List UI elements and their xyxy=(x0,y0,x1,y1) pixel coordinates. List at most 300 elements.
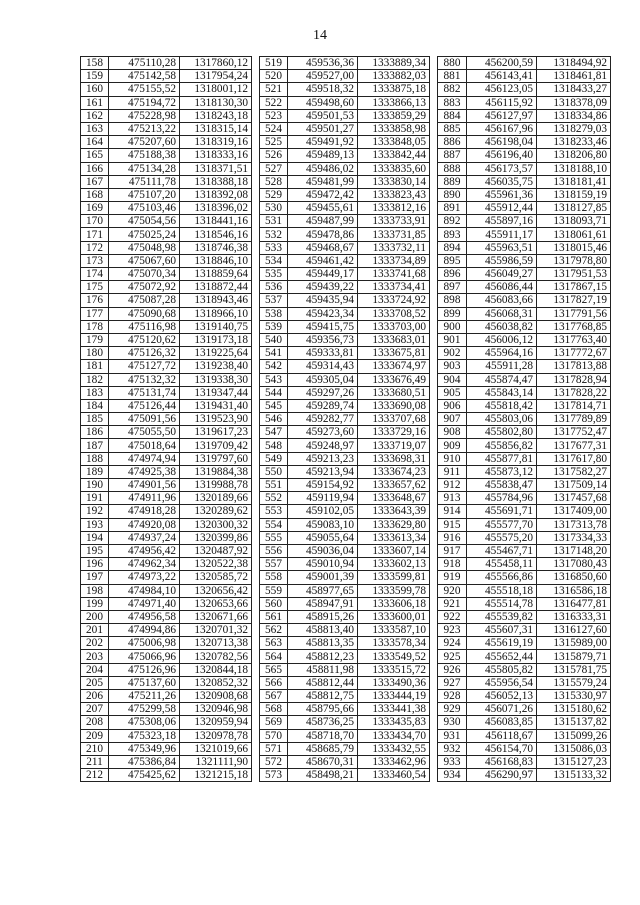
x-coordinate-cell: 475054,56 xyxy=(109,215,180,228)
point-number-cell: 920 xyxy=(438,584,467,597)
point-number-cell: 185 xyxy=(81,413,109,426)
y-coordinate-cell: 1333848,05 xyxy=(358,136,430,149)
x-coordinate-cell: 459333,81 xyxy=(288,347,358,360)
x-coordinate-cell: 459423,34 xyxy=(288,307,358,320)
y-coordinate-cell: 1320671,66 xyxy=(180,610,252,623)
table-row xyxy=(81,505,252,518)
point-number-cell: 928 xyxy=(438,690,467,703)
y-coordinate-cell: 1318061,61 xyxy=(537,228,611,241)
y-coordinate-cell: 1320852,32 xyxy=(180,676,252,689)
x-coordinate-cell: 456083,66 xyxy=(467,294,537,307)
point-number-cell: 556 xyxy=(260,544,288,557)
x-coordinate-cell: 475323,18 xyxy=(109,729,180,742)
point-number-cell: 179 xyxy=(81,333,109,346)
y-coordinate-cell: 1320487,92 xyxy=(180,544,252,557)
table-row xyxy=(81,188,252,201)
y-coordinate-cell: 1333490,36 xyxy=(358,676,430,689)
table-row xyxy=(438,610,611,623)
table-row xyxy=(438,268,611,281)
y-coordinate-cell: 1333741,68 xyxy=(358,268,430,281)
x-coordinate-cell: 475299,58 xyxy=(109,703,180,716)
table-row xyxy=(81,399,252,412)
x-coordinate-cell: 459489,13 xyxy=(288,149,358,162)
table-row xyxy=(81,650,252,663)
y-coordinate-cell: 1317867,15 xyxy=(537,281,611,294)
point-number-cell: 191 xyxy=(81,492,109,505)
table-row xyxy=(438,637,611,650)
x-coordinate-cell: 475025,24 xyxy=(109,228,180,241)
x-coordinate-cell: 459455,61 xyxy=(288,202,358,215)
point-number-cell: 181 xyxy=(81,360,109,373)
x-coordinate-cell: 456071,26 xyxy=(467,703,537,716)
y-coordinate-cell: 1317752,47 xyxy=(537,426,611,439)
coordinates-table-1 xyxy=(80,56,252,782)
table-row xyxy=(260,399,430,412)
y-coordinate-cell: 1333731,85 xyxy=(358,228,430,241)
x-coordinate-cell: 458813,40 xyxy=(288,624,358,637)
table-row xyxy=(438,531,611,544)
y-coordinate-cell: 1320189,66 xyxy=(180,492,252,505)
table-row xyxy=(438,57,611,70)
table-row xyxy=(260,729,430,742)
table-row xyxy=(438,347,611,360)
y-coordinate-cell: 1318966,10 xyxy=(180,307,252,320)
point-number-cell: 192 xyxy=(81,505,109,518)
x-coordinate-cell: 456196,40 xyxy=(467,149,537,162)
point-number-cell: 166 xyxy=(81,162,109,175)
x-coordinate-cell: 459213,94 xyxy=(288,465,358,478)
point-number-cell: 917 xyxy=(438,544,467,557)
y-coordinate-cell: 1317814,71 xyxy=(537,399,611,412)
point-number-cell: 189 xyxy=(81,465,109,478)
y-coordinate-cell: 1317409,00 xyxy=(537,505,611,518)
point-number-cell: 889 xyxy=(438,175,467,188)
table-row xyxy=(81,624,252,637)
point-number-cell: 907 xyxy=(438,413,467,426)
x-coordinate-cell: 459154,92 xyxy=(288,479,358,492)
y-coordinate-cell: 1318846,10 xyxy=(180,254,252,267)
y-coordinate-cell: 1317148,20 xyxy=(537,544,611,557)
table-row xyxy=(438,399,611,412)
table-row xyxy=(81,663,252,676)
point-number-cell: 212 xyxy=(81,769,109,782)
table-row xyxy=(438,96,611,109)
point-number-cell: 901 xyxy=(438,333,467,346)
y-coordinate-cell: 1316477,81 xyxy=(537,597,611,610)
x-coordinate-cell: 459083,10 xyxy=(288,518,358,531)
table-row xyxy=(260,70,430,83)
table-row xyxy=(438,492,611,505)
table-row xyxy=(260,83,430,96)
table-row xyxy=(438,307,611,320)
y-coordinate-cell: 1320585,72 xyxy=(180,571,252,584)
y-coordinate-cell: 1319225,64 xyxy=(180,347,252,360)
x-coordinate-cell: 475120,62 xyxy=(109,333,180,346)
point-number-cell: 165 xyxy=(81,149,109,162)
y-coordinate-cell: 1316127,60 xyxy=(537,624,611,637)
table-row xyxy=(260,413,430,426)
table-row xyxy=(438,544,611,557)
x-coordinate-cell: 459439,22 xyxy=(288,281,358,294)
point-number-cell: 194 xyxy=(81,531,109,544)
table-row xyxy=(260,175,430,188)
table-row xyxy=(81,413,252,426)
y-coordinate-cell: 1333835,60 xyxy=(358,162,430,175)
x-coordinate-cell: 455467,71 xyxy=(467,544,537,557)
point-number-cell: 523 xyxy=(260,109,288,122)
point-number-cell: 902 xyxy=(438,347,467,360)
x-coordinate-cell: 459036,04 xyxy=(288,544,358,557)
y-coordinate-cell: 1321019,66 xyxy=(180,742,252,755)
x-coordinate-cell: 459491,92 xyxy=(288,136,358,149)
y-coordinate-cell: 1319617,23 xyxy=(180,426,252,439)
y-coordinate-cell: 1320656,42 xyxy=(180,584,252,597)
table-row xyxy=(438,505,611,518)
y-coordinate-cell: 1319238,40 xyxy=(180,360,252,373)
point-number-cell: 894 xyxy=(438,241,467,254)
point-number-cell: 205 xyxy=(81,676,109,689)
x-coordinate-cell: 458498,21 xyxy=(288,769,358,782)
table-row xyxy=(81,320,252,333)
y-coordinate-cell: 1333859,29 xyxy=(358,109,430,122)
point-number-cell: 196 xyxy=(81,558,109,571)
x-coordinate-cell: 459356,73 xyxy=(288,333,358,346)
y-coordinate-cell: 1317772,67 xyxy=(537,347,611,360)
point-number-cell: 930 xyxy=(438,716,467,729)
point-number-cell: 202 xyxy=(81,637,109,650)
y-coordinate-cell: 1318243,18 xyxy=(180,109,252,122)
point-number-cell: 910 xyxy=(438,452,467,465)
y-coordinate-cell: 1317827,19 xyxy=(537,294,611,307)
point-number-cell: 927 xyxy=(438,676,467,689)
table-row xyxy=(438,294,611,307)
table-row xyxy=(81,544,252,557)
table-row xyxy=(260,426,430,439)
table-row xyxy=(260,465,430,478)
y-coordinate-cell: 1318315,14 xyxy=(180,122,252,135)
table-row xyxy=(438,558,611,571)
point-number-cell: 195 xyxy=(81,544,109,557)
point-number-cell: 919 xyxy=(438,571,467,584)
y-coordinate-cell: 1318130,30 xyxy=(180,96,252,109)
point-number-cell: 188 xyxy=(81,452,109,465)
point-number-cell: 886 xyxy=(438,136,467,149)
table-row xyxy=(81,716,252,729)
point-number-cell: 897 xyxy=(438,281,467,294)
point-number-cell: 535 xyxy=(260,268,288,281)
table-row xyxy=(260,479,430,492)
y-coordinate-cell: 1315579,24 xyxy=(537,676,611,689)
table-row xyxy=(438,333,611,346)
y-coordinate-cell: 1321215,18 xyxy=(180,769,252,782)
point-number-cell: 921 xyxy=(438,597,467,610)
y-coordinate-cell: 1320978,78 xyxy=(180,729,252,742)
point-number-cell: 900 xyxy=(438,320,467,333)
table-row xyxy=(81,492,252,505)
table-row xyxy=(81,149,252,162)
y-coordinate-cell: 1333812,16 xyxy=(358,202,430,215)
x-coordinate-cell: 459472,42 xyxy=(288,188,358,201)
point-number-cell: 896 xyxy=(438,268,467,281)
point-number-cell: 204 xyxy=(81,663,109,676)
x-coordinate-cell: 459289,74 xyxy=(288,399,358,412)
point-number-cell: 158 xyxy=(81,57,109,70)
table-row xyxy=(438,162,611,175)
x-coordinate-cell: 455607,31 xyxy=(467,624,537,637)
x-coordinate-cell: 455803,06 xyxy=(467,413,537,426)
point-number-cell: 884 xyxy=(438,109,467,122)
point-number-cell: 563 xyxy=(260,637,288,650)
table-row xyxy=(438,386,611,399)
point-number-cell: 895 xyxy=(438,254,467,267)
y-coordinate-cell: 1315879,71 xyxy=(537,650,611,663)
point-number-cell: 934 xyxy=(438,769,467,782)
y-coordinate-cell: 1333602,13 xyxy=(358,558,430,571)
point-number-cell: 568 xyxy=(260,703,288,716)
y-coordinate-cell: 1317313,78 xyxy=(537,518,611,531)
point-number-cell: 929 xyxy=(438,703,467,716)
point-number-cell: 885 xyxy=(438,122,467,135)
y-coordinate-cell: 1317828,22 xyxy=(537,386,611,399)
table-row xyxy=(81,452,252,465)
x-coordinate-cell: 456118,67 xyxy=(467,729,537,742)
point-number-cell: 926 xyxy=(438,663,467,676)
table-row xyxy=(260,188,430,201)
point-number-cell: 553 xyxy=(260,505,288,518)
x-coordinate-cell: 475132,32 xyxy=(109,373,180,386)
table-row xyxy=(438,149,611,162)
table-row xyxy=(81,386,252,399)
y-coordinate-cell: 1318859,64 xyxy=(180,268,252,281)
point-number-cell: 557 xyxy=(260,558,288,571)
table-row xyxy=(81,241,252,254)
y-coordinate-cell: 1333676,49 xyxy=(358,373,430,386)
x-coordinate-cell: 475048,98 xyxy=(109,241,180,254)
x-coordinate-cell: 474971,40 xyxy=(109,597,180,610)
point-number-cell: 913 xyxy=(438,492,467,505)
point-number-cell: 201 xyxy=(81,624,109,637)
x-coordinate-cell: 475188,38 xyxy=(109,149,180,162)
x-coordinate-cell: 455874,47 xyxy=(467,373,537,386)
point-number-cell: 882 xyxy=(438,83,467,96)
point-number-cell: 190 xyxy=(81,479,109,492)
point-number-cell: 175 xyxy=(81,281,109,294)
table-row xyxy=(260,57,430,70)
point-number-cell: 524 xyxy=(260,122,288,135)
y-coordinate-cell: 1317509,14 xyxy=(537,479,611,492)
table-row xyxy=(260,769,430,782)
point-number-cell: 168 xyxy=(81,188,109,201)
table-row xyxy=(81,215,252,228)
table-row xyxy=(438,254,611,267)
table-row xyxy=(81,637,252,650)
table-row xyxy=(81,531,252,544)
y-coordinate-cell: 1317791,56 xyxy=(537,307,611,320)
x-coordinate-cell: 475155,52 xyxy=(109,83,180,96)
x-coordinate-cell: 455458,11 xyxy=(467,558,537,571)
point-number-cell: 922 xyxy=(438,610,467,623)
y-coordinate-cell: 1317457,68 xyxy=(537,492,611,505)
x-coordinate-cell: 455856,82 xyxy=(467,439,537,452)
x-coordinate-cell: 455897,16 xyxy=(467,215,537,228)
point-number-cell: 559 xyxy=(260,584,288,597)
point-number-cell: 558 xyxy=(260,571,288,584)
y-coordinate-cell: 1333549,52 xyxy=(358,650,430,663)
x-coordinate-cell: 456167,96 xyxy=(467,122,537,135)
x-coordinate-cell: 474925,38 xyxy=(109,465,180,478)
table-row xyxy=(260,360,430,373)
y-coordinate-cell: 1333734,41 xyxy=(358,281,430,294)
y-coordinate-cell: 1333830,14 xyxy=(358,175,430,188)
x-coordinate-cell: 459119,94 xyxy=(288,492,358,505)
y-coordinate-cell: 1315781,75 xyxy=(537,663,611,676)
table-row xyxy=(260,637,430,650)
x-coordinate-cell: 456052,13 xyxy=(467,690,537,703)
y-coordinate-cell: 1333460,54 xyxy=(358,769,430,782)
x-coordinate-cell: 459248,97 xyxy=(288,439,358,452)
y-coordinate-cell: 1317334,33 xyxy=(537,531,611,544)
point-number-cell: 918 xyxy=(438,558,467,571)
y-coordinate-cell: 1333587,10 xyxy=(358,624,430,637)
x-coordinate-cell: 459498,60 xyxy=(288,96,358,109)
table-row xyxy=(81,307,252,320)
point-number-cell: 171 xyxy=(81,228,109,241)
point-number-cell: 193 xyxy=(81,518,109,531)
point-number-cell: 182 xyxy=(81,373,109,386)
x-coordinate-cell: 455539,82 xyxy=(467,610,537,623)
table-row xyxy=(81,676,252,689)
y-coordinate-cell: 1317768,85 xyxy=(537,320,611,333)
y-coordinate-cell: 1333599,78 xyxy=(358,584,430,597)
point-number-cell: 530 xyxy=(260,202,288,215)
y-coordinate-cell: 1317080,43 xyxy=(537,558,611,571)
table-row xyxy=(81,136,252,149)
point-number-cell: 208 xyxy=(81,716,109,729)
y-coordinate-cell: 1316586,18 xyxy=(537,584,611,597)
y-coordinate-cell: 1316850,60 xyxy=(537,571,611,584)
y-coordinate-cell: 1318334,86 xyxy=(537,109,611,122)
y-coordinate-cell: 1333698,31 xyxy=(358,452,430,465)
table-row xyxy=(81,347,252,360)
y-coordinate-cell: 1333600,01 xyxy=(358,610,430,623)
point-number-cell: 164 xyxy=(81,136,109,149)
x-coordinate-cell: 459435,94 xyxy=(288,294,358,307)
y-coordinate-cell: 1333578,34 xyxy=(358,637,430,650)
point-number-cell: 200 xyxy=(81,610,109,623)
point-number-cell: 544 xyxy=(260,386,288,399)
y-coordinate-cell: 1319338,30 xyxy=(180,373,252,386)
x-coordinate-cell: 475207,60 xyxy=(109,136,180,149)
x-coordinate-cell: 475107,20 xyxy=(109,188,180,201)
table-row xyxy=(260,228,430,241)
table-row xyxy=(438,320,611,333)
y-coordinate-cell: 1315099,26 xyxy=(537,729,611,742)
y-coordinate-cell: 1320300,32 xyxy=(180,518,252,531)
point-number-cell: 924 xyxy=(438,637,467,650)
y-coordinate-cell: 1333823,43 xyxy=(358,188,430,201)
table-row xyxy=(260,505,430,518)
x-coordinate-cell: 475103,46 xyxy=(109,202,180,215)
table-row xyxy=(438,281,611,294)
table-row xyxy=(260,333,430,346)
y-coordinate-cell: 1317860,12 xyxy=(180,57,252,70)
point-number-cell: 569 xyxy=(260,716,288,729)
y-coordinate-cell: 1333875,18 xyxy=(358,83,430,96)
x-coordinate-cell: 455911,17 xyxy=(467,228,537,241)
y-coordinate-cell: 1315137,82 xyxy=(537,716,611,729)
point-number-cell: 532 xyxy=(260,228,288,241)
point-number-cell: 186 xyxy=(81,426,109,439)
table-row xyxy=(260,122,430,135)
y-coordinate-cell: 1333643,39 xyxy=(358,505,430,518)
y-coordinate-cell: 1315989,00 xyxy=(537,637,611,650)
y-coordinate-cell: 1315180,62 xyxy=(537,703,611,716)
table-row xyxy=(438,188,611,201)
table-row xyxy=(260,624,430,637)
x-coordinate-cell: 459527,00 xyxy=(288,70,358,83)
y-coordinate-cell: 1333708,52 xyxy=(358,307,430,320)
table-row xyxy=(81,518,252,531)
y-coordinate-cell: 1317951,53 xyxy=(537,268,611,281)
x-coordinate-cell: 456173,57 xyxy=(467,162,537,175)
x-coordinate-cell: 475006,98 xyxy=(109,637,180,650)
point-number-cell: 909 xyxy=(438,439,467,452)
point-number-cell: 561 xyxy=(260,610,288,623)
table-row xyxy=(81,597,252,610)
table-row xyxy=(438,175,611,188)
x-coordinate-cell: 455566,86 xyxy=(467,571,537,584)
y-coordinate-cell: 1319173,18 xyxy=(180,333,252,346)
y-coordinate-cell: 1333680,51 xyxy=(358,386,430,399)
point-number-cell: 541 xyxy=(260,347,288,360)
table-row xyxy=(260,650,430,663)
table-row xyxy=(81,57,252,70)
x-coordinate-cell: 456049,27 xyxy=(467,268,537,281)
y-coordinate-cell: 1333703,00 xyxy=(358,320,430,333)
y-coordinate-cell: 1318206,80 xyxy=(537,149,611,162)
table-row xyxy=(81,162,252,175)
x-coordinate-cell: 474956,58 xyxy=(109,610,180,623)
y-coordinate-cell: 1317789,89 xyxy=(537,413,611,426)
x-coordinate-cell: 458812,23 xyxy=(288,650,358,663)
x-coordinate-cell: 459478,86 xyxy=(288,228,358,241)
x-coordinate-cell: 455784,96 xyxy=(467,492,537,505)
x-coordinate-cell: 474918,28 xyxy=(109,505,180,518)
x-coordinate-cell: 475116,98 xyxy=(109,320,180,333)
point-number-cell: 890 xyxy=(438,188,467,201)
x-coordinate-cell: 458811,98 xyxy=(288,663,358,676)
table-row xyxy=(81,360,252,373)
point-number-cell: 931 xyxy=(438,729,467,742)
point-number-cell: 912 xyxy=(438,479,467,492)
x-coordinate-cell: 459055,64 xyxy=(288,531,358,544)
table-row xyxy=(81,584,252,597)
point-number-cell: 551 xyxy=(260,479,288,492)
x-coordinate-cell: 455514,78 xyxy=(467,597,537,610)
table-row xyxy=(81,268,252,281)
y-coordinate-cell: 1318441,16 xyxy=(180,215,252,228)
y-coordinate-cell: 1321111,90 xyxy=(180,755,252,768)
point-number-cell: 903 xyxy=(438,360,467,373)
point-number-cell: 529 xyxy=(260,188,288,201)
y-coordinate-cell: 1333733,91 xyxy=(358,215,430,228)
table-row xyxy=(260,149,430,162)
y-coordinate-cell: 1319988,78 xyxy=(180,479,252,492)
point-number-cell: 522 xyxy=(260,96,288,109)
table-row xyxy=(81,769,252,782)
y-coordinate-cell: 1333515,72 xyxy=(358,663,430,676)
x-coordinate-cell: 458977,65 xyxy=(288,584,358,597)
